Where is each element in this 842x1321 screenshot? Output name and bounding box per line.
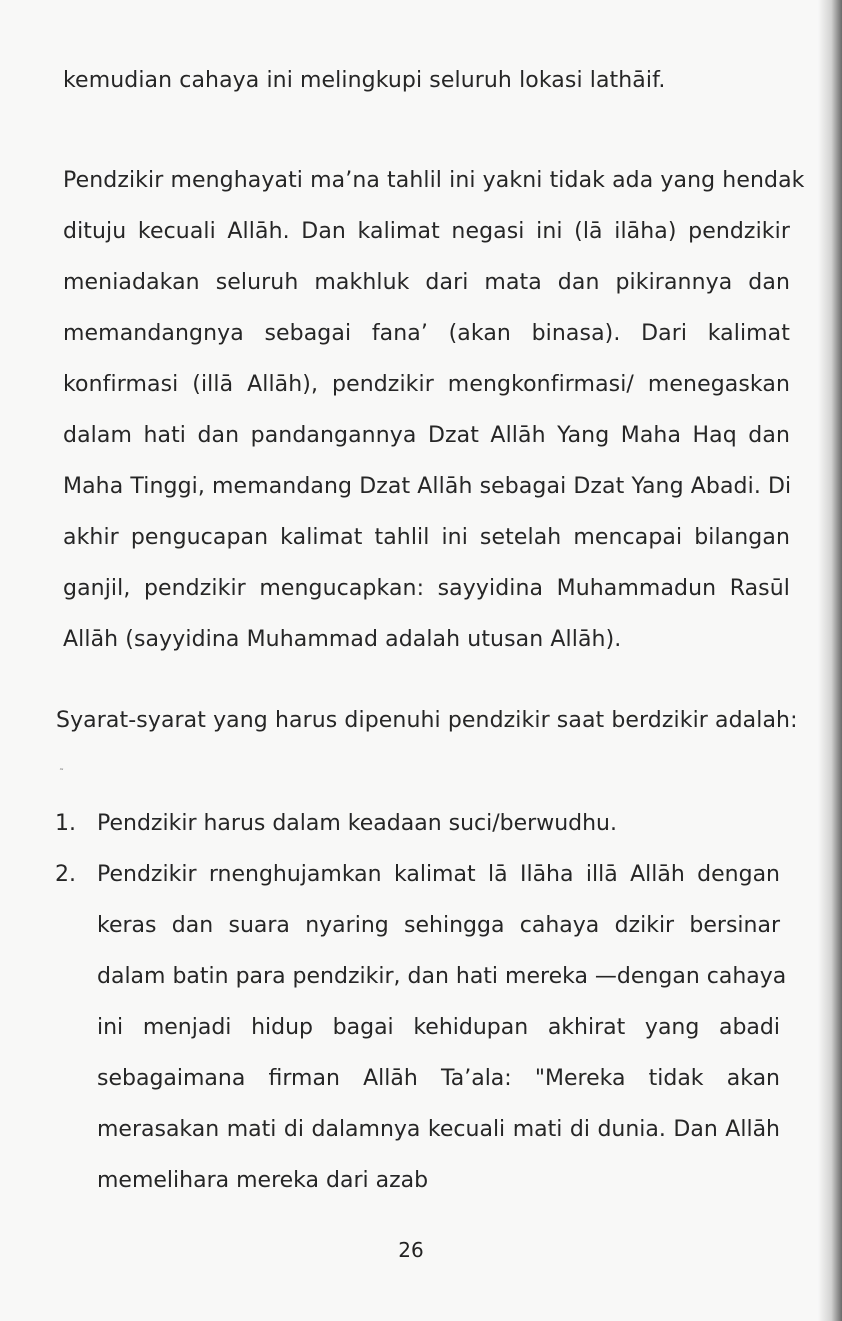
- paragraph-2-line: ganjil, pendzikir mengucapkan: sayyidina Muhammadun Rasūl: [63, 576, 790, 601]
- list-item-number: 2.: [55, 862, 76, 887]
- page-number: 26: [398, 1238, 424, 1262]
- list-item-number: 1.: [55, 811, 76, 836]
- paragraph-2-line: dalam hati dan pandangannya Dzat Allāh Yang Maha Haq dan: [63, 423, 790, 448]
- paragraph-3: [56, 695, 798, 746]
- paragraph-2-line: memandangnya sebagai fana’ (akan binasa). Dari kalimat: [63, 321, 790, 346]
- paragraph-3-line: Syarat-syarat yang harus dipenuhi pendzikir saat berdzikir adalah:: [56, 708, 798, 733]
- list-item-line: Pendzikir rnenghujamkan kalimat lā Ilāha illā Allāh dengan: [97, 862, 780, 887]
- list-item-line: Pendzikir harus dalam keadaan suci/berwudhu.: [97, 811, 617, 836]
- list-item-line: merasakan mati di dalamnya kecuali mati di dunia. Dan Allāh: [97, 1117, 780, 1142]
- paragraph-2-line: meniadakan seluruh makhluk dari mata dan pikirannya dan: [63, 270, 790, 295]
- paragraph-2-line: akhir pengucapan kalimat tahlil ini setelah mencapai bilangan: [63, 525, 790, 550]
- list-item-line: dalam batin para pendzikir, dan hati mereka —dengan cahaya: [97, 964, 787, 989]
- paragraph-2-line: Maha Tinggi, memandang Dzat Allāh sebagai Dzat Yang Abadi. Di: [63, 474, 792, 499]
- requirements-list: [55, 798, 787, 1206]
- list-item: [55, 798, 780, 849]
- list-item-line: ini menjadi hidup bagai kehidupan akhirat yang abadi: [97, 1015, 780, 1040]
- list-item: [55, 849, 787, 1206]
- paragraph-1-line: kemudian cahaya ini melingkupi seluruh lokasi lathāif.: [63, 68, 666, 93]
- list-item-line: keras dan suara nyaring sehingga cahaya dzikir bersinar: [97, 913, 780, 938]
- page-edge-shadow: [818, 0, 842, 1321]
- paragraph-2-line: dituju kecuali Allāh. Dan kalimat negasi ini (lā ilāha) pendzikir: [63, 219, 790, 244]
- paragraph-2-line: Allāh (sayyidina Muhammad adalah utusan Allāh).: [63, 627, 622, 652]
- paragraph-1: [63, 55, 790, 106]
- list-item-line: memelihara mereka dari azab: [97, 1168, 429, 1193]
- paragraph-2-line: konfirmasi (illā Allāh), pendzikir mengkonfirmasi/ menegaskan: [63, 372, 790, 397]
- paragraph-2-line: Pendzikir menghayati ma’na tahlil ini yakni tidak ada yang hendak: [63, 168, 805, 193]
- paragraph-2: [63, 155, 805, 665]
- list-item-line: sebagaimana firman Allāh Ta’ala: "Mereka tidak akan: [97, 1066, 780, 1091]
- stray-mark: ˜: [59, 768, 64, 779]
